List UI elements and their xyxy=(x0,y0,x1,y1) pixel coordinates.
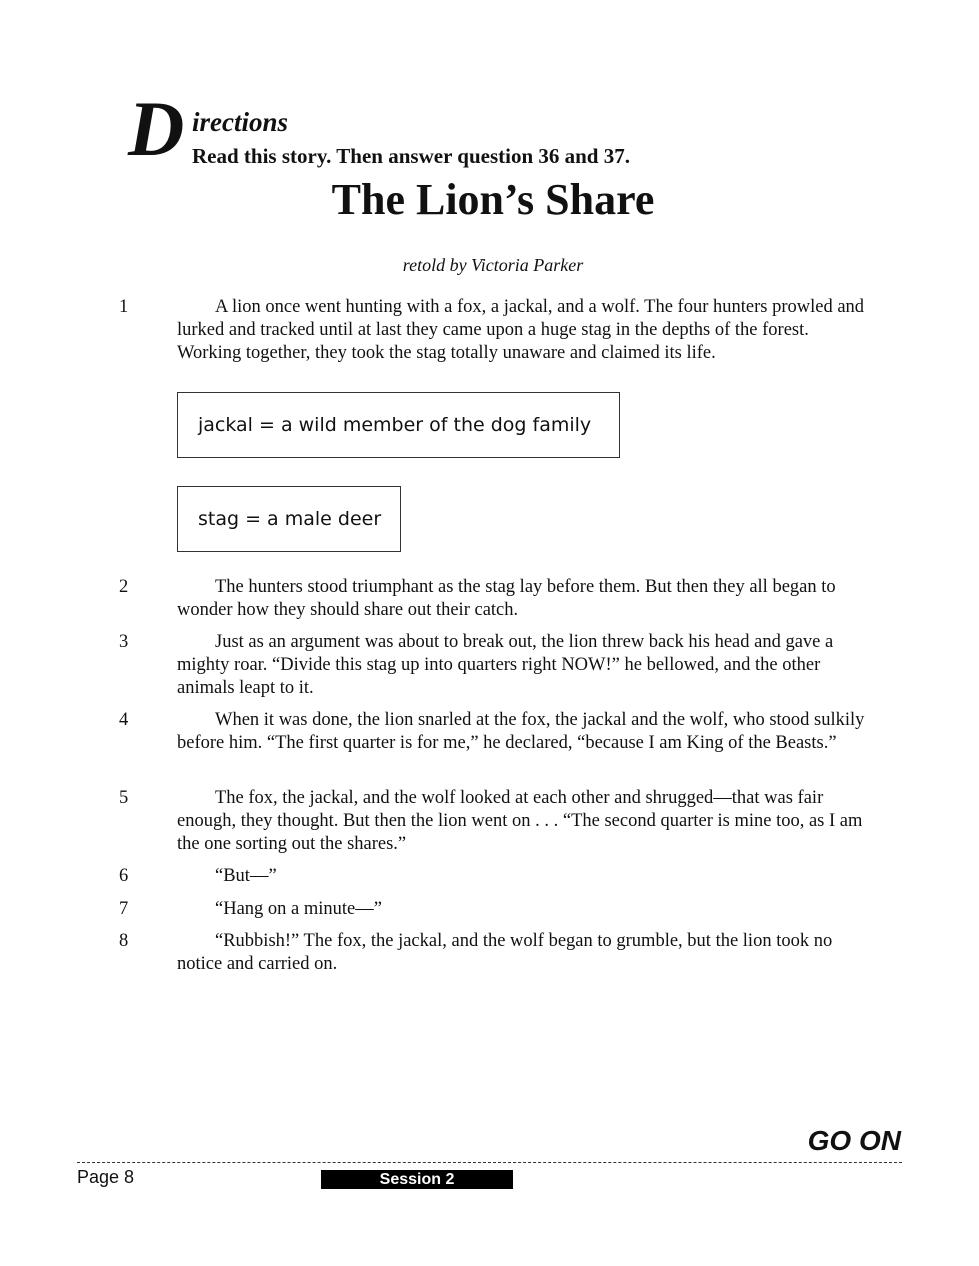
paragraph-number: 1 xyxy=(119,297,129,317)
directions-heading: irections xyxy=(192,107,289,137)
paragraph-6 xyxy=(119,865,877,888)
paragraph-number: 6 xyxy=(119,866,129,886)
go-on-label: GO ON xyxy=(807,1125,901,1156)
directions-drop-cap: D xyxy=(128,85,185,172)
paragraph-text: Just as an argument was about to break out, the lion threw back his head and gave a mighty roar. “Divide this stag up into quarters right NOW!” he bellowed, and the other animals leapt to it. xyxy=(177,632,834,698)
directions-text: Read this story. Then answer question 36 and 37. xyxy=(192,144,630,168)
session-badge: Session 2 xyxy=(321,1170,513,1189)
paragraph-number: 2 xyxy=(119,577,129,597)
paragraph-1 xyxy=(119,296,877,365)
paragraph-5 xyxy=(119,787,877,856)
paragraph-number: 3 xyxy=(119,632,129,652)
paragraph-4 xyxy=(119,709,877,755)
page-number: Page 8 xyxy=(77,1167,135,1187)
paragraph-text: The fox, the jackal, and the wolf looked at each other and shrugged—that was fair enough, they thought. But then the lion went on . . . “The second quarter is mine too, as I am the one sorting out the shares.” xyxy=(177,788,863,854)
paragraph-3 xyxy=(119,631,877,700)
glossary-box-jackal: jackal = a wild member of the dog family xyxy=(177,392,620,458)
story-byline: retold by Victoria Parker xyxy=(402,255,584,275)
paragraph-number: 7 xyxy=(119,899,129,919)
paragraph-text: “Hang on a minute—” xyxy=(215,899,382,919)
glossary-box-stag: stag = a male deer xyxy=(177,486,401,552)
paragraph-7 xyxy=(119,898,877,921)
paragraph-text: When it was done, the lion snarled at the fox, the jackal and the wolf, who stood sulkily before him. “The first quarter is for me,” he declared, “because I am King of the Beasts.” xyxy=(177,710,865,753)
footer-divider xyxy=(77,1162,902,1163)
story-title: The Lion’s Share xyxy=(331,175,655,224)
paragraph-text: “Rubbish!” The fox, the jackal, and the wolf began to grumble, but the lion took no notice and carried on. xyxy=(177,931,833,974)
paragraph-number: 5 xyxy=(119,788,129,808)
paragraph-8 xyxy=(119,930,877,976)
paragraph-text: A lion once went hunting with a fox, a jackal, and a wolf. The four hunters prowled and lurked and tracked until at last they came upon a huge stag in the depths of the forest. Working together, they took the stag totally unaware and claimed its life. xyxy=(177,297,865,363)
paragraph-2 xyxy=(119,576,877,622)
paragraph-number: 8 xyxy=(119,931,129,951)
paragraph-text: “But—” xyxy=(215,866,277,886)
paragraph-text: The hunters stood triumphant as the stag lay before them. But then they all began to wonder how they should share out their catch. xyxy=(177,577,836,620)
paragraph-number: 4 xyxy=(119,710,129,730)
